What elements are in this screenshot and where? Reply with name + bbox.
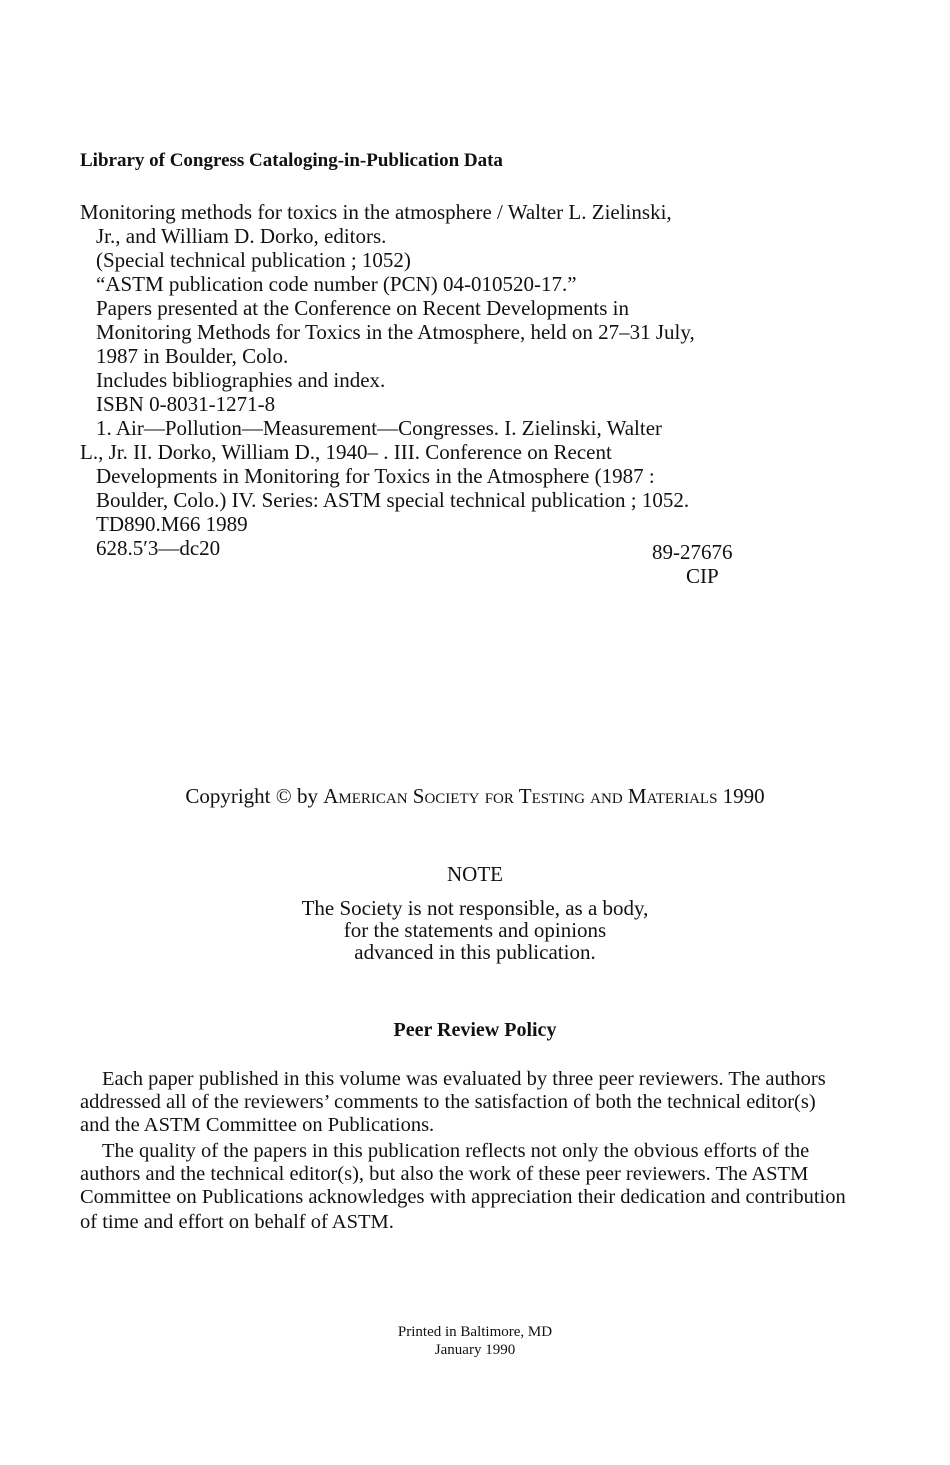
note-line1: The Society is not responsible, as a body,: [301, 896, 649, 920]
peer-review-p2-line4: of time and effort on behalf of ASTM.: [80, 1211, 394, 1233]
cip-subjects-line3: Developments in Monitoring for Toxics in the Atmosphere (1987 :: [96, 464, 655, 488]
peer-review-p2-line1: The quality of the papers in this publication reflects not only the obvious efforts of the: [102, 1140, 810, 1162]
cip-call-number: TD890.M66 1989: [96, 512, 248, 536]
note-line2: for the statements and opinions: [343, 918, 607, 942]
note-line3: advanced in this publication.: [354, 940, 596, 964]
cip-subjects-line4: Boulder, Colo.) IV. Series: ASTM special technical publication ; 1052.: [96, 488, 690, 512]
peer-review-heading: Peer Review Policy: [393, 1019, 557, 1041]
peer-review-p1-line1: Each paper published in this volume was evaluated by three peer reviewers. The authors: [102, 1068, 826, 1090]
copyright-year: 1990: [717, 784, 765, 808]
cip-title-line2: Jr., and William D. Dorko, editors.: [96, 224, 387, 248]
cip-title-line1: Monitoring methods for toxics in the atmosphere / Walter L. Zielinski,: [80, 200, 672, 224]
copyright-publisher: American Society for Testing and Materials: [323, 784, 718, 808]
printed-location: Printed in Baltimore, MD: [397, 1324, 553, 1340]
cip-papers-line2: Monitoring Methods for Toxics in the Atmosphere, held on 27–31 July,: [96, 320, 695, 344]
cip-dewey: 628.5′3—dc20: [96, 536, 221, 560]
cip-series-note: (Special technical publication ; 1052): [96, 248, 411, 272]
copyright-prefix: Copyright © by: [185, 784, 324, 808]
cip-subjects-line2: L., Jr. II. Dorko, William D., 1940– . III. Conference on Recent: [80, 440, 612, 464]
copyright-line: [0, 784, 950, 808]
note-heading: NOTE: [447, 862, 503, 886]
peer-review-p1-line2: addressed all of the reviewers’ comments to the satisfaction of both the technical editor(s): [80, 1091, 816, 1113]
peer-review-p2-line2: authors and the technical editor(s), but also the work of these peer reviewers. The ASTM: [80, 1163, 809, 1185]
peer-review-p2-line3: Committee on Publications acknowledges with appreciation their dedication and contribution: [80, 1186, 846, 1208]
peer-review-p1-line3: and the ASTM Committee on Publications.: [80, 1114, 435, 1136]
cip-label: CIP: [686, 564, 719, 588]
cip-heading: Library of Congress Cataloging-in-Publication Data: [80, 150, 503, 171]
cip-papers-line1: Papers presented at the Conference on Recent Developments in: [96, 296, 629, 320]
cip-pcn-note: “ASTM publication code number (PCN) 04-010520-17.”: [96, 272, 577, 296]
cip-isbn: ISBN 0-8031-1271-8: [96, 392, 276, 416]
cip-subjects-line1: 1. Air—Pollution—Measurement—Congresses. I. Zielinski, Walter: [96, 416, 663, 440]
cip-papers-line3: 1987 in Boulder, Colo.: [96, 344, 289, 368]
printed-date: January 1990: [434, 1342, 516, 1358]
cip-includes: Includes bibliographies and index.: [96, 368, 386, 392]
cip-lccn: 89-27676: [652, 540, 733, 564]
